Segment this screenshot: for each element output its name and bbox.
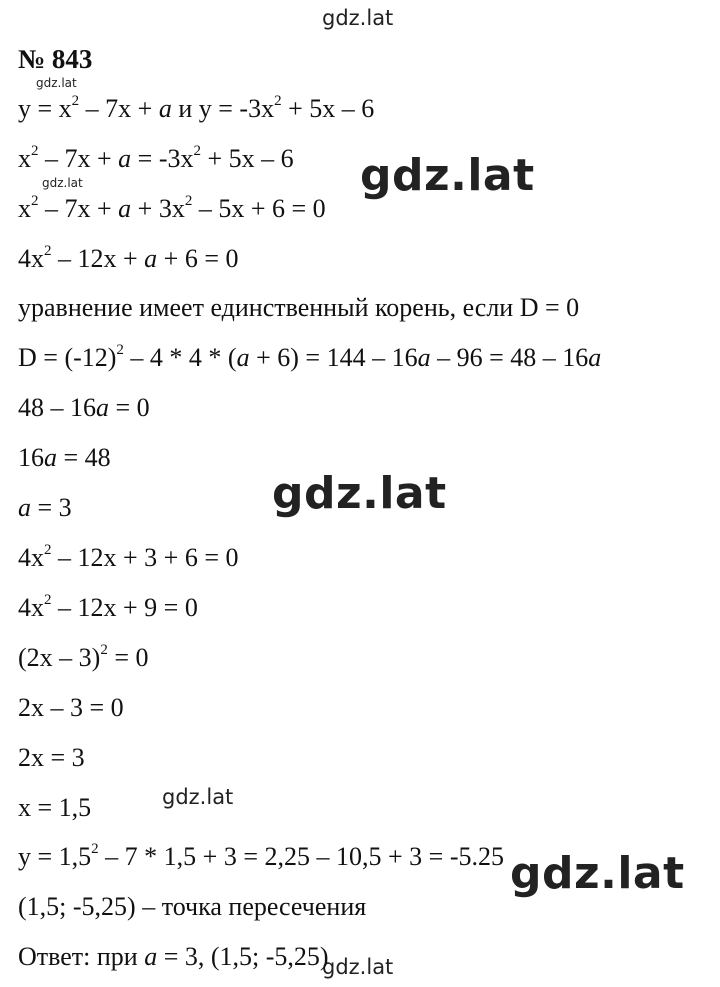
solution-line: x = 1,5 xyxy=(18,793,92,822)
solution-line: $y = 1,5^2 - 7 * 1,5 + 3 = 2,25 - 10,5 + 3 = -5.25$ xyxy=(18,841,504,871)
watermark-tiny-2: gdz.lat xyxy=(42,176,83,190)
solution-line: $4x^2 - 12x + a + 6 = 0$ xyxy=(18,243,239,273)
watermark-big-3: gdz.lat xyxy=(510,848,685,899)
solution-line: 2x – 3 = 0 xyxy=(18,693,124,722)
watermark-big-2: gdz.lat xyxy=(272,468,447,519)
solution-line: $D = (-12)^2 - 4 * 4 * (a + 6) = 144 - 16a - 96 = 48 - 16a$ xyxy=(18,342,602,372)
watermark-top: gdz.lat xyxy=(322,6,394,30)
solution-line: $x^2 - 7x + a = -3x^2 + 5x - 6$ xyxy=(18,143,294,173)
solution-line: (1,5; -5,25) – точка пересечения xyxy=(18,892,367,921)
watermark-bottom: gdz.lat xyxy=(322,955,394,979)
solution-line: 48 – 16a = 0 xyxy=(18,393,150,422)
solution-line: a = 3 xyxy=(18,493,72,522)
task-title: № 843 xyxy=(18,44,93,74)
solution-line: $x^2 - 7x + a + 3x^2 - 5x + 6 = 0$ xyxy=(18,193,326,223)
watermark-big-1: gdz.lat xyxy=(360,150,535,201)
solution-line: $4x^2 - 12x + 3 + 6 = 0$ xyxy=(18,542,239,572)
solution-line: 2x = 3 xyxy=(18,743,85,772)
solution-line: Ответ: при a = 3, (1,5; -5,25) xyxy=(18,942,329,971)
solution-line: (2x – 3)$^2$ = 0 xyxy=(18,642,149,672)
solution-line: 16a = 48 xyxy=(18,443,111,472)
solution-line: уравнение имеет единственный корень, если D = 0 xyxy=(18,293,580,322)
solution-line: $y = x^2 - 7x + a$ и $y = -3x^2 + 5x - 6$ xyxy=(18,93,375,123)
watermark-tiny-1: gdz.lat xyxy=(36,76,77,90)
watermark-mid-small: gdz.lat xyxy=(162,785,234,809)
solution-line: $4x^2 - 12x + 9 = 0$ xyxy=(18,592,198,622)
